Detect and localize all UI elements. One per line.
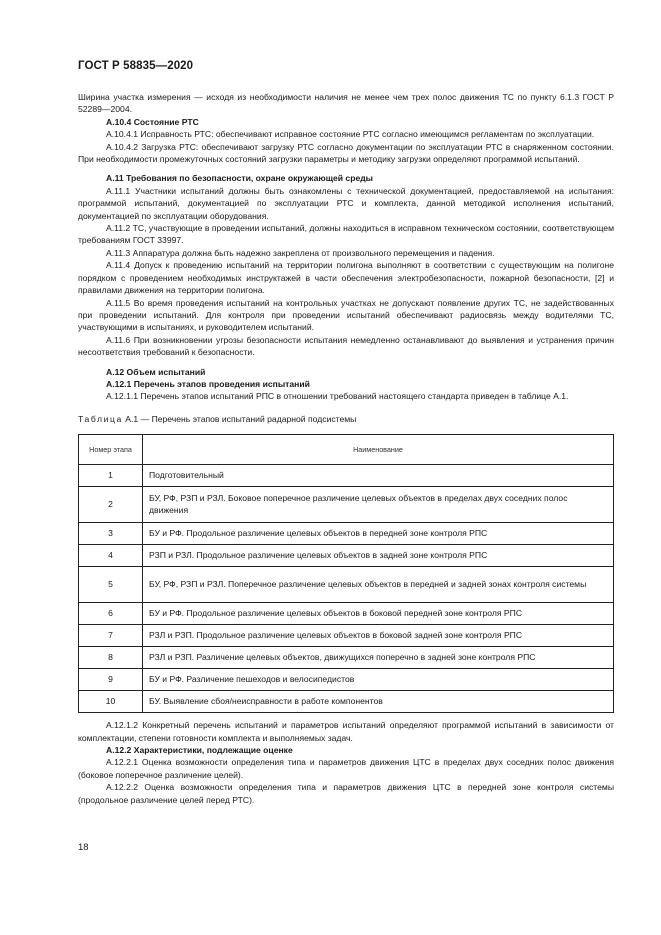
- standard-header: ГОСТ Р 58835—2020: [78, 60, 194, 72]
- paragraph-a12-2-2: А.12.2.2 Оценка возможности определения типа и параметров движения ЦТС в передней зоне контроля системы (продольное различение целей перед РТС).: [78, 782, 614, 805]
- test-stages-table: [78, 434, 614, 713]
- heading-a12-1: А.12.1 Перечень этапов проведения испытаний: [106, 378, 310, 389]
- column-header-name: Наименование: [143, 435, 614, 465]
- stage-name: БУ и РФ. Продольное различение целевых объектов в боковой передней зоне контроля РПС: [143, 603, 614, 625]
- stage-number: 9: [79, 669, 143, 691]
- paragraph-a10-4-2: А.10.4.2 Загрузка РТС: обеспечивают загрузку РТС согласно документации по эксплуатации РТС в снаряженном состоянии. При необходимости промежуточных состояний загрузки параметры и методику загрузки определяют программой испытаний.: [78, 141, 614, 165]
- table-row: [79, 545, 614, 567]
- paragraph-a11-1: А.11.1 Участники испытаний должны быть ознакомлены с технической документацией, предоставляемой на испытания: программой испытаний, документацией по эксплуатации РТС и комплекта, данной методикой исполнения испытаний, документацией по эксплуатации оборудования.: [78, 185, 614, 221]
- stage-name: БУ и РФ. Продольное различение целевых объектов в передней зоне контроля РПС: [143, 523, 614, 545]
- stage-name: БУ, РФ, РЗП и РЗЛ. Боковое поперечное различение целевых объектов в пределах двух соседних полос движения: [143, 487, 614, 523]
- table-row: [79, 487, 614, 523]
- table-header-row: [79, 435, 614, 465]
- stage-name: БУ, РФ, РЗП и РЗЛ. Поперечное различение целевых объектов в передней и задней зонах контроля системы: [143, 567, 614, 603]
- stage-name: БУ и РФ. Различение пешеходов и велосипедистов: [143, 669, 614, 691]
- paragraph-a12-1-1: А.12.1.1 Перечень этапов испытаний РПС в отношении требований настоящего стандарта приведен в таблице А.1.: [106, 391, 569, 402]
- paragraph-a11-3: А.11.3 Аппаратура должна быть надежно закреплена от произвольного перемещения и падения.: [106, 247, 495, 258]
- paragraph-a12-2-1: А.12.2.1 Оценка возможности определения типа и параметров движения ЦТС в пределах двух соседних полос движения (боковое поперечное различение целей).: [78, 757, 614, 780]
- stage-number: 1: [79, 465, 143, 487]
- paragraph-a12-1-2: А.12.1.2 Конкретный перечень испытаний и параметров испытаний определяют программой испытаний в зависимости от комплектации, степени готовности комплекта и выполняемых задач.: [78, 720, 614, 743]
- stage-number: 7: [79, 625, 143, 647]
- paragraph-a10-4-1: А.10.4.1 Исправность РТС: обеспечивают исправное состояние РТС согласно имеющимся регламентам по эксплуатации.: [106, 129, 595, 140]
- table-caption-label: Таблица: [78, 413, 123, 424]
- paragraph-a11-4: А.11.4 Допуск к проведению испытаний на территории полигона выполняют в соответствии с существующим на полигоне порядком с проведением необходимых инструктажей в части обеспечения электробезопасности, пожарной безопасности, [2] и правилами движения на территории полигона.: [78, 260, 614, 296]
- stage-name: РЗП и РЗЛ. Продольное различение целевых объектов в задней зоне контроля РПС: [143, 545, 614, 567]
- column-header-number: Номер этапа: [79, 435, 143, 465]
- stage-number: 10: [79, 691, 143, 713]
- stage-name: БУ. Выявление сбоя/неисправности в работе компонентов: [143, 691, 614, 713]
- paragraph-a11-2: А.11.2 ТС, участвующие в проведении испытаний, должны находиться в исправном техническом состоянии, соответствующем требованиям ГОСТ 33997.: [78, 223, 614, 246]
- paragraph-a11-5: А.11.5 Во время проведения испытаний на контрольных участках не допускают появление других ТС, не задействованных при проведении испытаний. Для контроля при проведении испытаний обеспечивают радиосвязь между водителями ТС, участвующими в испытаниях, и руководителем испытаний.: [78, 297, 614, 333]
- stage-name: РЗЛ и РЗП. Различение целевых объектов, движущихся поперечно в задней зоне контроля РПС: [143, 647, 614, 669]
- table-row: [79, 691, 614, 713]
- paragraph-a11-6: А.11.6 При возникновении угрозы безопасности испытания немедленно останавливают до выявления и устранения причин несоответствия требований к безопасности.: [78, 334, 614, 358]
- stage-number: 6: [79, 603, 143, 625]
- stage-number: 5: [79, 567, 143, 603]
- stage-number: 3: [79, 523, 143, 545]
- table-caption-text: А.1 — Перечень этапов испытаний радарной подсистемы: [125, 413, 357, 424]
- stage-name: Подготовительный: [143, 465, 614, 487]
- stage-number: 2: [79, 487, 143, 523]
- heading-a11: А.11 Требования по безопасности, охране окружающей среды: [106, 173, 374, 184]
- stage-number: 4: [79, 545, 143, 567]
- stage-number: 8: [79, 647, 143, 669]
- table-row: [79, 647, 614, 669]
- table-row: [79, 567, 614, 603]
- page-number: 18: [78, 842, 89, 853]
- table-row: [79, 465, 614, 487]
- heading-a12: А.12 Объем испытаний: [106, 366, 206, 377]
- paragraph-measurement-width: Ширина участка измерения — исходя из необходимости наличия не менее чем трех полос движения ТС по пункту 6.1.3 ГОСТ Р 52289—2004.: [78, 92, 614, 115]
- table-row: [79, 669, 614, 691]
- table-row: [79, 625, 614, 647]
- page-content: [78, 91, 614, 806]
- stage-name: РЗЛ и РЗП. Продольное различение целевых объектов в боковой задней зоне контроля РПС: [143, 625, 614, 647]
- table-row: [79, 523, 614, 545]
- table-row: [79, 603, 614, 625]
- table-caption: [78, 413, 614, 425]
- heading-a10-4: А.10.4 Состояние РТС: [106, 116, 199, 127]
- heading-a12-2: А.12.2 Характеристики, подлежащие оценке: [106, 744, 293, 755]
